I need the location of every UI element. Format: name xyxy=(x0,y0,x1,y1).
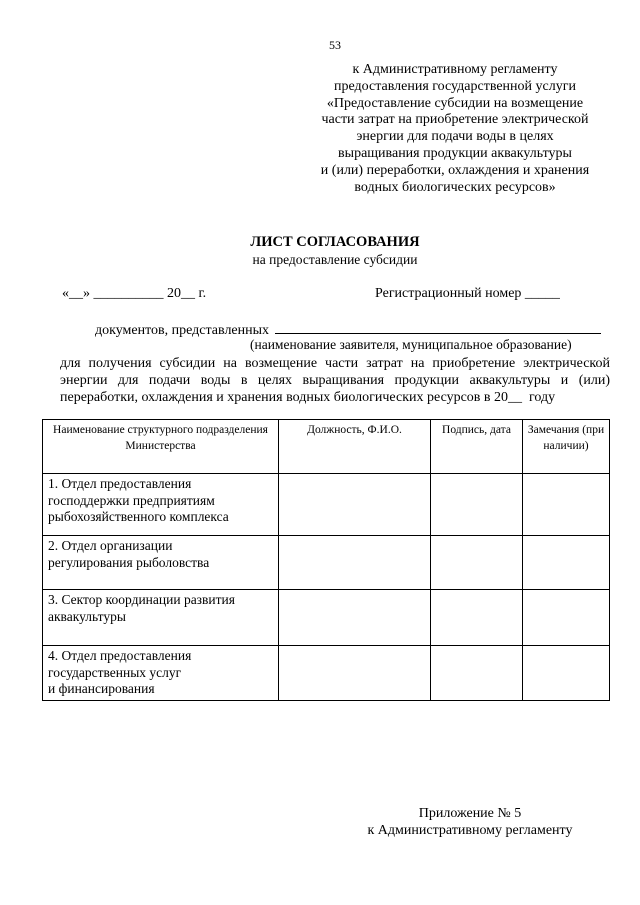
remarks-cell[interactable] xyxy=(523,536,610,590)
unit-line: 2. Отдел организации xyxy=(48,538,173,553)
position-cell[interactable] xyxy=(279,536,431,590)
appendix-line: Приложение № 5 xyxy=(418,806,522,821)
header-line: «Предоставление субсидии на возмещение xyxy=(326,95,584,111)
unit-cell xyxy=(43,590,279,646)
table-row xyxy=(43,536,610,590)
header-line: и (или) переработки, охлаждения и хранения xyxy=(320,162,590,178)
table-header-row xyxy=(43,420,610,474)
document-subtitle: на предоставление субсидии xyxy=(252,252,418,267)
unit-line: господдержки предприятиям xyxy=(48,492,215,508)
signature-cell[interactable] xyxy=(431,474,523,536)
unit-line: 4. Отдел предоставления xyxy=(48,648,192,663)
header-line: выращивания продукции аквакультуры xyxy=(338,145,572,161)
unit-line: регулирования рыболовства xyxy=(48,554,210,570)
appendix-line: к Административному регламенту xyxy=(367,822,573,838)
table-row xyxy=(43,646,610,701)
unit-line: рыбохозяйственного комплекса xyxy=(48,509,229,524)
signature-cell[interactable] xyxy=(431,646,523,701)
applicant-fill-line xyxy=(275,320,601,334)
applicant-hint: (наименование заявителя, муниципальное образование) xyxy=(250,337,572,352)
signature-cell[interactable] xyxy=(431,590,523,646)
registration-number-line: Регистрационный номер _____ xyxy=(375,286,560,301)
header-line: части затрат на приобретение электрической xyxy=(321,112,589,128)
unit-line: государственных услуг xyxy=(48,664,182,680)
header-line: предоставления государственной услуги xyxy=(334,78,576,94)
approval-table xyxy=(42,419,610,701)
paragraph-line: энергии для подачи воды в целях выращивания продукции аквакультуры и (или) xyxy=(60,373,610,388)
table-row xyxy=(43,474,610,536)
header-line: водных биологических ресурсов» xyxy=(354,179,556,195)
date-line: «__» __________ 20__ г. xyxy=(62,286,207,301)
paragraph-line: переработки, охлаждения и хранения водных биологических ресурсов в 20__ году xyxy=(60,390,556,405)
position-cell[interactable] xyxy=(279,474,431,536)
purpose-paragraph xyxy=(60,355,610,406)
appendix-block xyxy=(330,806,610,839)
signature-cell[interactable] xyxy=(431,536,523,590)
column-header-unit: Наименование структурного подразделения Министерства xyxy=(43,420,279,474)
unit-cell xyxy=(43,536,279,590)
document-title: ЛИСТ СОГЛАСОВАНИЯ xyxy=(250,234,420,250)
unit-line: и финансирования xyxy=(48,681,155,696)
unit-line: 1. Отдел предоставления xyxy=(48,476,192,491)
unit-cell xyxy=(43,646,279,701)
column-header-signature: Подпись, дата xyxy=(431,420,523,474)
position-cell[interactable] xyxy=(279,590,431,646)
header-line: к Административному регламенту xyxy=(352,62,558,77)
header-line: энергии для подачи воды в целях xyxy=(356,129,554,145)
remarks-cell[interactable] xyxy=(523,646,610,701)
unit-line: аквакультуры xyxy=(48,608,126,624)
page-number: 53 xyxy=(329,38,341,52)
paragraph-line: для получения субсидии на возмещение части затрат на приобретение электрической xyxy=(60,356,610,371)
documents-label: документов, представленных xyxy=(95,323,270,338)
unit-cell xyxy=(43,474,279,536)
remarks-cell[interactable] xyxy=(523,590,610,646)
position-cell[interactable] xyxy=(279,646,431,701)
table-row xyxy=(43,590,610,646)
column-header-position: Должность, Ф.И.О. xyxy=(279,420,431,474)
unit-line: 3. Сектор координации развития xyxy=(48,592,235,607)
remarks-cell[interactable] xyxy=(523,474,610,536)
column-header-remarks: Замечания (при наличии) xyxy=(523,420,610,474)
header-block xyxy=(290,62,620,196)
